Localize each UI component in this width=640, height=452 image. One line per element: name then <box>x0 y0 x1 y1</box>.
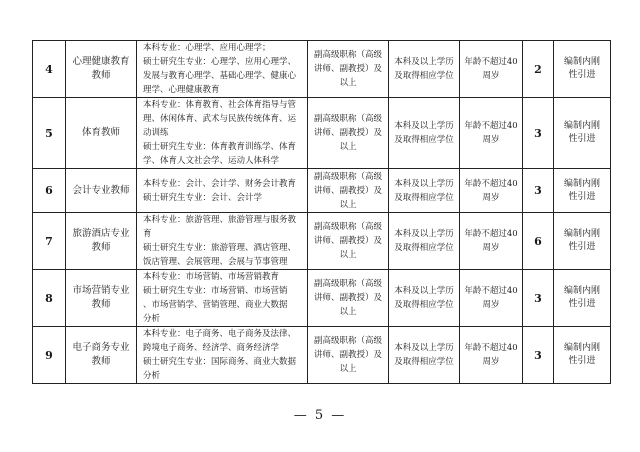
table-row <box>33 213 611 270</box>
hiring-count-cell: 3 <box>523 98 554 169</box>
major-requirement-line: 本科专业：市场营销、市场营销教育 <box>143 272 280 282</box>
hiring-count-cell: 3 <box>523 327 554 384</box>
row-number-cell: 5 <box>33 98 66 169</box>
table-row <box>33 327 611 384</box>
major-requirement-line: 发展与教育心理学、基础心理学、健康心 <box>143 71 297 81</box>
page-number: — 5 — <box>293 408 347 423</box>
hiring-count-cell: 3 <box>523 169 554 213</box>
major-requirement-line: 硕士研究生专业：国际商务、商业大数据 <box>143 357 297 367</box>
major-requirement-line: 本科专业：会计、会计学、财务会计教育 <box>143 178 297 189</box>
position-name-cell: 市场营销专业教师 <box>66 270 137 327</box>
age-requirement-cell: 年龄不超过40周岁 <box>460 169 523 213</box>
major-requirement-cell <box>137 41 308 98</box>
major-requirement-cell <box>137 213 308 270</box>
major-requirement-line: 育 <box>143 229 152 239</box>
major-requirement-line: 分析 <box>143 314 161 324</box>
hiring-count-cell: 6 <box>523 213 554 270</box>
age-requirement-cell: 年龄不超过40周岁 <box>460 270 523 327</box>
education-requirement-cell: 本科及以上学历及取得相应学位 <box>389 41 460 98</box>
education-requirement-cell: 本科及以上学历及取得相应学位 <box>389 213 460 270</box>
education-requirement-cell: 本科及以上学历及取得相应学位 <box>389 270 460 327</box>
major-requirement-cell <box>137 327 308 384</box>
row-number-cell: 9 <box>33 327 66 384</box>
table-row <box>33 41 611 98</box>
major-requirement-line: 硕士研究生专业：会计、会计学 <box>143 192 263 203</box>
major-requirement-cell <box>137 270 308 327</box>
education-requirement-cell: 本科及以上学历及取得相应学位 <box>389 169 460 213</box>
major-requirement-line: 学、体育人文社会学、运动人体科学 <box>143 156 280 166</box>
major-requirement-cell <box>137 169 308 213</box>
remark-cell: 编制内刚性引进 <box>554 213 611 270</box>
position-name-cell: 电子商务专业教师 <box>66 327 137 384</box>
major-requirement-line: 理学、心理健康教育 <box>143 85 220 95</box>
title-requirement-cell: 副高级职称（高级讲师、副教授）及以上 <box>308 327 389 384</box>
table-row <box>33 98 611 169</box>
remark-cell: 编制内刚性引进 <box>554 98 611 169</box>
remark-cell: 编制内刚性引进 <box>554 169 611 213</box>
recruitment-table-container <box>32 40 598 384</box>
title-requirement-cell: 副高级职称（高级讲师、副教授）及以上 <box>308 270 389 327</box>
age-requirement-cell: 年龄不超过40周岁 <box>460 41 523 98</box>
major-requirement-line: 理、休闲体育、武术与民族传统体育、运 <box>143 114 297 124</box>
row-number-cell: 7 <box>33 213 66 270</box>
major-requirement-line: 本科专业：心理学、应用心理学； <box>143 43 271 53</box>
major-requirement-line: 饭店管理、会展管理、会展与节事管理 <box>143 257 288 267</box>
title-requirement-cell: 副高级职称（高级讲师、副教授）及以上 <box>308 41 389 98</box>
age-requirement-cell: 年龄不超过40周岁 <box>460 98 523 169</box>
remark-cell: 编制内刚性引进 <box>554 41 611 98</box>
title-requirement-cell: 副高级职称（高级讲师、副教授）及以上 <box>308 169 389 213</box>
position-name-cell: 旅游酒店专业教师 <box>66 213 137 270</box>
major-requirement-line: 、市场营销学、营销管理、商业大数据 <box>143 300 288 310</box>
remark-cell: 编制内刚性引进 <box>554 270 611 327</box>
table-row <box>33 270 611 327</box>
major-requirement-line: 本科专业：旅游管理、旅游管理与服务教 <box>143 215 297 225</box>
row-number-cell: 4 <box>33 41 66 98</box>
recruitment-table-body <box>33 41 611 384</box>
major-requirement-line: 硕士研究生专业：体育教育训练学、体育 <box>143 142 297 152</box>
row-number-cell: 6 <box>33 169 66 213</box>
position-name-cell: 心理健康教育教师 <box>66 41 137 98</box>
major-requirement-line: 硕士研究生专业：市场营销、市场营销 <box>143 286 288 296</box>
table-row <box>33 169 611 213</box>
education-requirement-cell: 本科及以上学历及取得相应学位 <box>389 98 460 169</box>
education-requirement-cell: 本科及以上学历及取得相应学位 <box>389 327 460 384</box>
age-requirement-cell: 年龄不超过40周岁 <box>460 213 523 270</box>
hiring-count-cell: 3 <box>523 270 554 327</box>
title-requirement-cell: 副高级职称（高级讲师、副教授）及以上 <box>308 213 389 270</box>
hiring-count-cell: 2 <box>523 41 554 98</box>
recruitment-table <box>32 40 611 384</box>
position-name-cell: 体育教师 <box>66 98 137 169</box>
major-requirement-line: 动训练 <box>143 128 169 138</box>
major-requirement-line: 硕士研究生专业：心理学、应用心理学、 <box>143 57 297 67</box>
major-requirement-line: 跨境电子商务、经济学、商务经济学 <box>143 343 280 353</box>
position-name-cell: 会计专业教师 <box>66 169 137 213</box>
remark-cell: 编制内刚性引进 <box>554 327 611 384</box>
age-requirement-cell: 年龄不超过40周岁 <box>460 327 523 384</box>
major-requirement-line: 本科专业：体育教育、社会体育指导与管 <box>143 100 297 110</box>
row-number-cell: 8 <box>33 270 66 327</box>
major-requirement-cell <box>137 98 308 169</box>
major-requirement-line: 本科专业：电子商务、电子商务及法律、 <box>143 329 297 339</box>
title-requirement-cell: 副高级职称（高级讲师、副教授）及以上 <box>308 98 389 169</box>
major-requirement-line: 硕士研究生专业：旅游管理、酒店管理、 <box>143 243 297 253</box>
major-requirement-line: 分析 <box>143 371 161 381</box>
